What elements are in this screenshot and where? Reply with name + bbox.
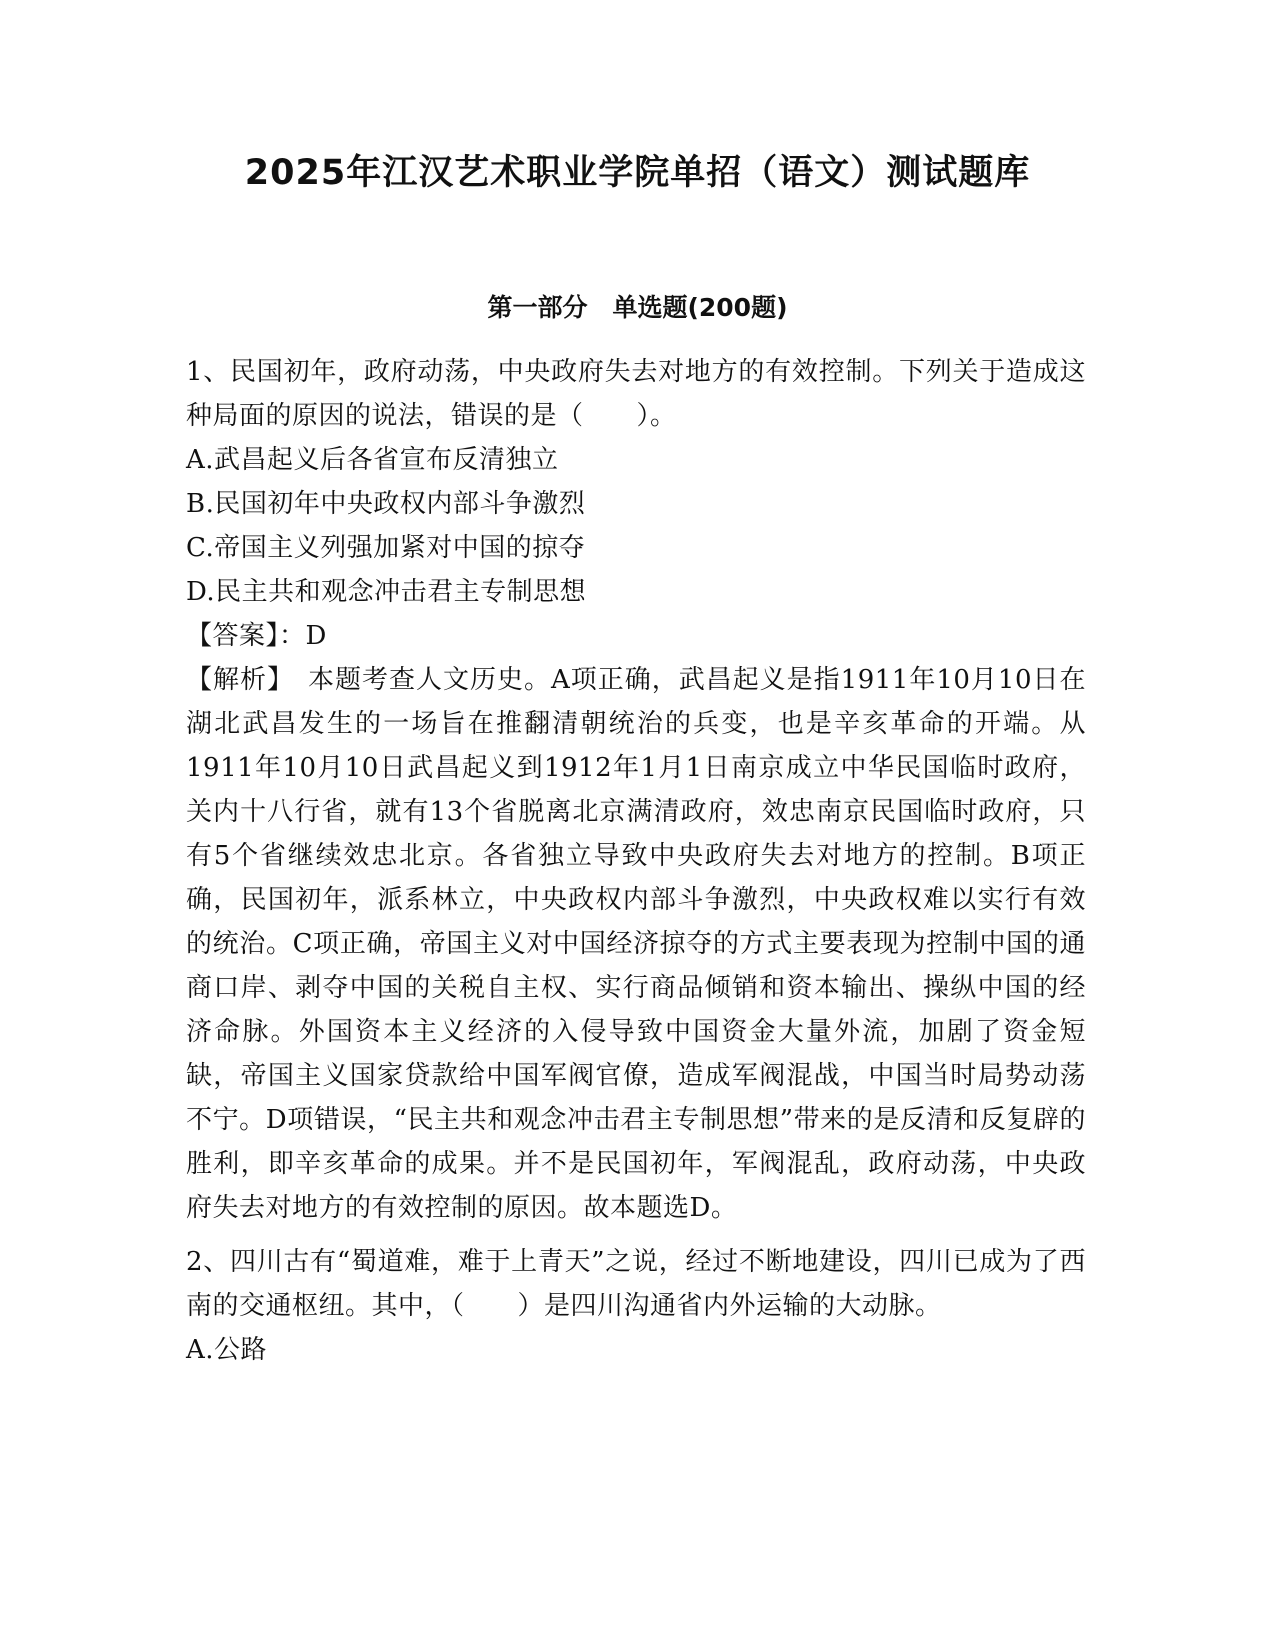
- explanation: [186, 658, 1086, 1230]
- option-a: A.公路: [186, 1335, 268, 1365]
- question-2: [186, 1240, 1086, 1372]
- option-a: A.武昌起义后各省宣布反清独立: [186, 445, 559, 475]
- section-heading: 第一部分 单选题(200题): [487, 293, 788, 322]
- question-1: [186, 350, 1086, 1230]
- option-c: C.帝国主义列强加紧对中国的掠夺: [186, 533, 586, 563]
- answer-line: [186, 614, 1086, 658]
- answer-value: D: [305, 621, 327, 651]
- explanation-text: 本题考查人文历史。A项正确，武昌起义是指1911年10月10日在湖北武昌发生的一场旨在推翻清朝统治的兵变，也是辛亥革命的开端。从1911年10月10日武昌起义到1912年1月1日南京成立中华民国临时政府，关内十八行省，就有13个省脱离北京满清政府，效忠南京民国临时政府，只有5个省继续效忠北京。各省独立导致中央政府失去对地方的控制。B项正确，民国初年，派系林立，中央政权内部斗争激烈，中央政权难以实行有效的统治。C项正确，帝国主义对中国经济掠夺的方式主要表现为控制中国的通商口岸、剥夺中国的关税自主权、实行商品倾销和资本输出、操纵中国的经济命脉。外国资本主义经济的入侵导致中国资金大量外流，加剧了资金短缺，帝国主义国家贷款给中国军阀官僚，造成军阀混战，中国当时局势动荡不宁。D项错误，“民主共和观念冲击君主专制思想”带来的是反清和反复辟的胜利，即辛亥革命的成果。并不是民国初年，军阀混乱，政府动荡，中央政府失去对地方的有效控制的原因。故本题选D。: [186, 665, 1086, 1223]
- explanation-label: 【解析】: [186, 665, 308, 695]
- option-b: B.民国初年中央政权内部斗争激烈: [186, 489, 586, 519]
- option-d: D.民主共和观念冲击君主专制思想: [186, 577, 587, 607]
- question-stem: 2、四川古有“蜀道难，难于上青天”之说，经过不断地建设，四川已成为了西南的交通枢纽。其中，（ ）是四川沟通省内外运输的大动脉。: [186, 1247, 1086, 1321]
- question-stem: 1、民国初年，政府动荡，中央政府失去对地方的有效控制。下列关于造成这种局面的原因的说法，错误的是（ ）。: [186, 357, 1086, 431]
- document-title: 2025年江汉艺术职业学院单招（语文）测试题库: [244, 153, 1031, 193]
- question-list: [186, 350, 1086, 1382]
- answer-label: 【答案】：: [186, 621, 306, 651]
